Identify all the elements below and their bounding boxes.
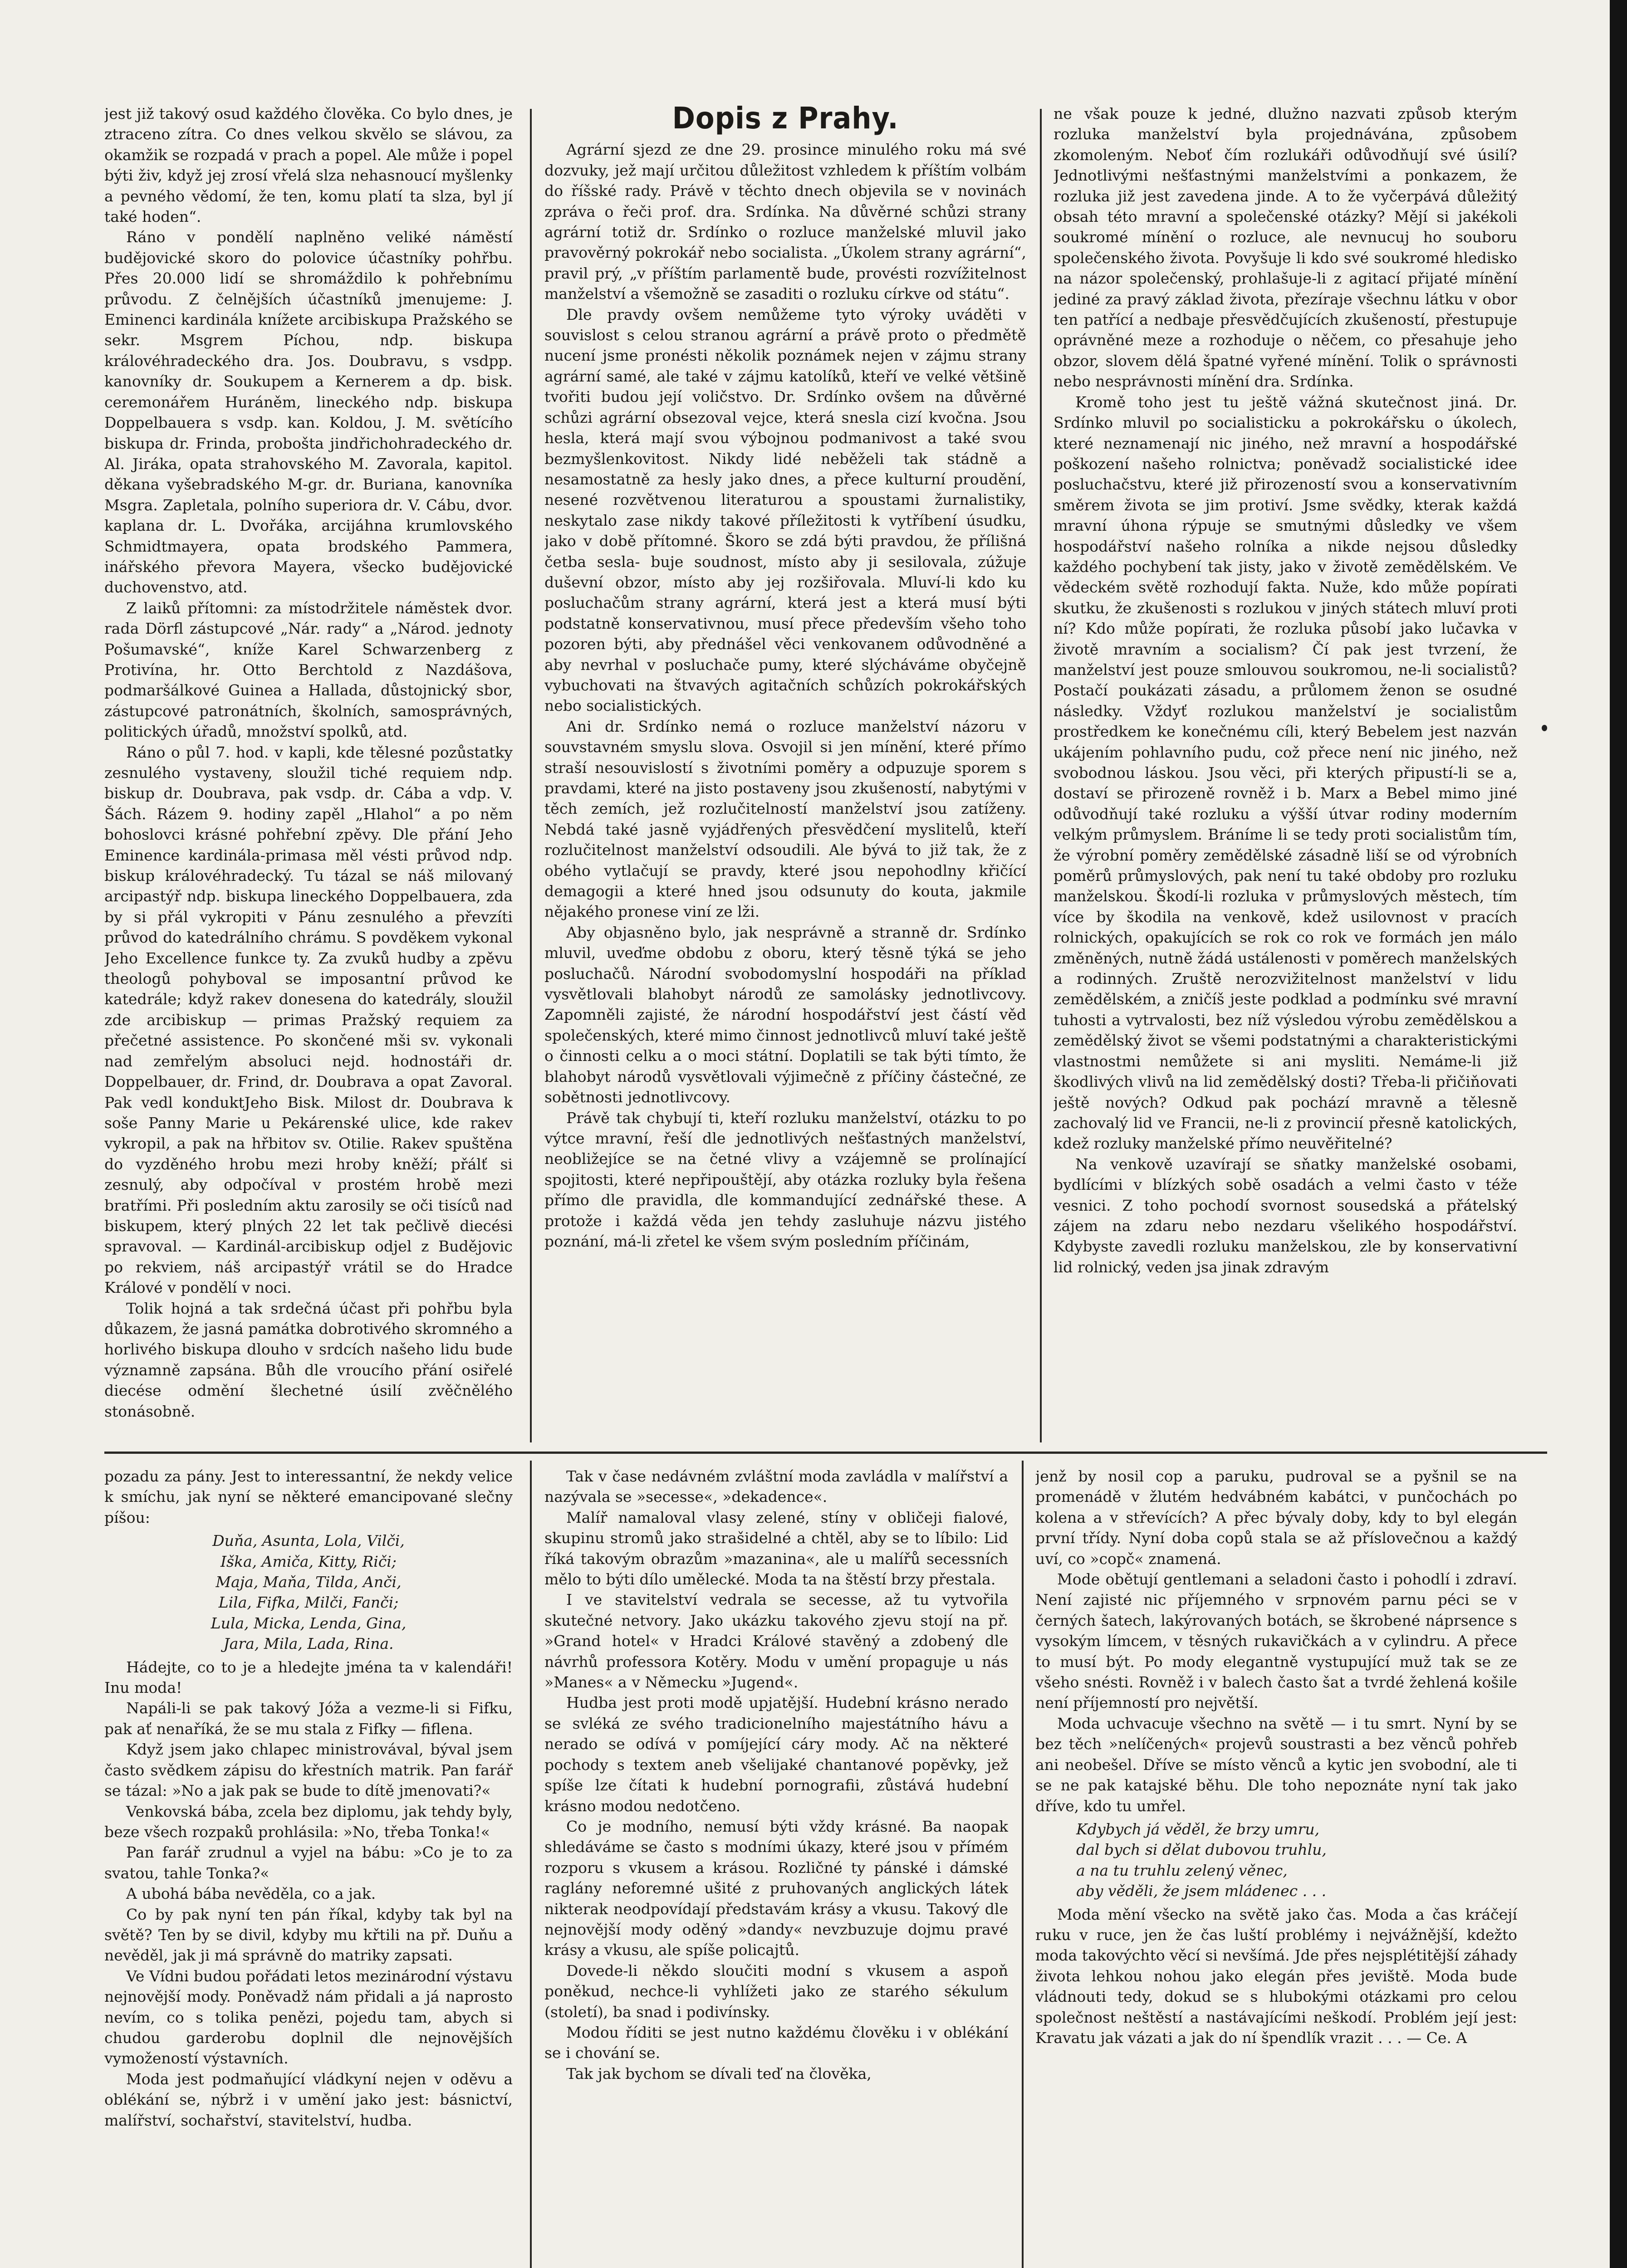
paragraph: Ani dr. Srdínko nemá o rozluce manželství názoru v souvstavném smyslu slova. Osvojil si jen mínění, které přímo straší nesouvislostí s životními poměry a odpuzuje sporem s pravdami, které na jisto postaveny jsou zkušeností, nabytými v těch zemích, jež rozlučitelností manželství jsou zatíženy. Nebdá také jasně vyjádřených přesvědčení myslitelů, kteří rozlučitelnost manželství odsoudili. Ale bývá to již tak, že z obého vytlačují se pravdy, které jsou nepohodlny křičící demagogii a které hned jsou odsunuty do kouta, jakmile nějakého pronese viní ze lži. <box>544 717 1026 921</box>
poem-verse <box>1076 1819 1517 1901</box>
paragraph: Mode obětují gentlemani a seladoni často i pohodlí i zdraví. Není zajisté nic příjemného v srpnovém parnu péci se v černých šatech, lakýrovaných botách, se škrobené náprsence s vysokým límcem, v těsných rukavičkách a v cylindru. A přece to musí být. Po mody elegantně vystupující muž tak se ze všeho snésti. Rovněž i v balech často šat a tvrdé žehlená košile není příjemností pro největší. <box>1035 1570 1517 1712</box>
paragraph: Aby objasněno bylo, jak nesprávně a stranně dr. Srdínko mluvil, uveďme obdobu z oboru, který těsně týká se jeho posluchačů. Národní svobodomyslní hospodáři na příklad vysvětlovali blahobyt národů ze samolásky jednotlivcovy. Zapomněli zajisté, že národní hospodářství jest částí věd společenských, které mimo činnost jednotlivců mluví také ještě o činnosti celku a o moci státní. Doplatili se tak býti tímto, že blahobyt národů vysvětlovali výjimečně z příčiny částečné, ze sobětnosti jednotlivcovy. <box>544 923 1026 1106</box>
section-divider <box>104 1452 1547 1454</box>
paragraph: Tolik hojná a tak srdečná účast při pohřbu byla důkazem, že jasná památka dobrotivého skromného a horlivého biskupa dlouho v srdcích našeho lidu bude významně zapsána. Bůh dle vroucího přání osiřelé diecése odmění šlechetné úsilí zvěčnělého stonásobně. <box>104 1299 513 1420</box>
top-column-1 <box>104 103 513 1446</box>
names-line: Lila, Fifka, Milči, Fanči; <box>218 1593 399 1612</box>
paragraph: Tak jak bychom se dívali teď na člověka, <box>566 2064 872 2082</box>
verse-line: Kdybych já věděl, že brzy umru, <box>1076 1820 1320 1838</box>
paragraph: jenž by nosil cop a paruku, pudroval se a pyšnil se na promenádě v žlutém hedvábném kabátci, v punčochách po kolena a v střevících? A přec bývaly doby, kdy to byl elegán první třídy. Nyní doba copů stala se až příslovečnou a každý uví, co »copč« znamená. <box>1035 1467 1517 1568</box>
paragraph: Právě tak chybují ti, kteří rozluku manželství, otázku to po výtce mravní, řeší dle jednotlivých nešťastných manželství, neobližejíce se na četné vlivy a vzájemně se prolínající spojitosti, které nepřipouštějí, aby otázka rozluky byla řešena přímo dle pravidla, dle kommandující zednářské these. A protože i každá věda jen tehdy zasluhuje názvu jistého poznání, má-li zřetel ke všem svým posledním příčinám, <box>544 1109 1026 1250</box>
top-column-2 <box>544 103 1026 1446</box>
verse-line: aby věděli, že jsem mládenec . . . <box>1076 1882 1327 1900</box>
paragraph: Co je modního, nemusí býti vždy krásné. Ba naopak shledáváme se často s modními úkazy, které jsou v přímém rozporu s vkusem a krásou. Rozličné ty pánské i dámské raglány neforemné ušité z pruhovaných anglických látek nikterak neodpovídají představám krásy a vkusu. Takový dle nejnovější mody oděný »dandy« nevzbuzuje dojmu pravé krásy a vkusu, ale spíše policajtů. <box>544 1817 1008 1959</box>
paragraph: Co by pak nyní ten pán říkal, kdyby tak byl na světě? Ten by se divil, kdyby mu křtili na př. Duňu a nevěděl, jak ji má správně do matriky zapsati. <box>104 1905 513 1965</box>
paragraph: Na venkově uzavírají se sňatky manželské osobami, bydlícími v blízkých sobě osadách a velmi často v téže vesnici. Z toho pochodí svornost sousedská a přátelský zájem na zdaru nebo nezdaru všelikého hospodářství. Kdybyste zavedli rozluku manželskou, zle by konservativní lid rolnický, veden jsa jinak zdravým <box>1054 1155 1517 1276</box>
names-list <box>104 1530 513 1654</box>
paragraph: Hudba jest proti modě upjatější. Hudební krásno nerado se svléká ze svého tradicionelního majestátního hávu a nerado se odívá v pomíjející cáry mody. Ač na některé pochody s textem aneb všelijaké chantanové popěvky, jež spíše lze čítati k hudební pornografii, zůstává hudební krásno modou nedotčeno. <box>544 1694 1008 1815</box>
names-line: Maja, Maňa, Tilda, Anči, <box>216 1573 402 1591</box>
paragraph: Hádejte, co to je a hledejte jména ta v kalendáři! Inu moda! <box>104 1658 513 1697</box>
paragraph: Kromě toho jest tu ještě vážná skutečnost jiná. Dr. Srdínko mluvil po socialisticku a pokrokářsku o úkolech, které neznamenají nic jiného, než mravní a hospodářské poškození našeho rolnictva; poněvadž socialistické idee posluchačstvu, které již přirozeností svou a konservativním směrem života se jim protiví. Jsme svědky, kterak každá mravní úhona rýpuje se smutnými důsledky ve všem hospodářství našeho rolníka a nikde nejsou důsledky každého pochybení tak jisty, jako v životě zemědělském. Ve vědeckém světě rozhodují fakta. Nuže, kdo může popírati skutku, že zkušenosti s rozlukou v jiných státech mluví proti ní? Kdo může popírati, že rozluka působí jako lučavka v životě mravním a socialism? Čí pak jest tvrzení, že manželství jest pouze smlouvou soukromou, ne-li socialistů? Postačí poukázati zásadu, a průlomem ženon se osudné následky. Vždyť rozlukou manželství je socialistům prostředkem ke konečnému cíli, který Bebelem jest nazván ukájením pohlavního pudu, což přece není nic jiného, než svobodnou láskou. Jsou věci, při kterých připustí-li se a, dostaví se přirozeně rovněž i b. Marx a Bebel mimo jiné odůvodňují také rozluku a výšší útvar rodiny moderním velkým průmyslem. Bráníme li se tedy proti socialistům tím, že výrobní poměry zemědělské zásadně liší se od výrobních poměrů průmyslových, pak není tu také obdoby pro rozluku manželskou. Škodí-li rozluka v průmyslových městech, tím více by škodila na venkově, kdež usilovnost v pracích rolnických, opakujících se rok co rok ve formách jen málo změněných, nutně žádá ustálenosti v poměrech manželských a rodinných. Zruště nerozvižitelnost manželství v lidu zemědělském, a zničíš jeste podklad a podmínku své mravní tuhosti a vytrvalosti, bez níž výsledou výrobu zemědělskou a zemědělský život se všemi podstatnými a charakteristickými vlastnostmi nemůžete si ani mysliti. Nemáme-li již škodlivých vlivů na lid zemědělský dosti? Třeba-li přičiňovati ještě nových? Odkud pak pochází mravně a tělesně zachovalý lid ve Francii, ne-li z provincií přesně katolických, kdež rozluky manželské přímo neuvěřitelné? <box>1054 393 1517 1153</box>
scan-page-edge <box>1610 0 1627 2268</box>
paragraph: Moda uchvacuje všechno na světě — i tu smrt. Nyní by se bez těch »nelíčených« projevů soustrasti a bez věnců pohřeb ani neobešel. Dříve se místo věnců a kytic jen svobodní, ale ti se ne pak katajské běhu. Dle toho nepoznáte nyní tak jako dříve, kdo tu umřel. <box>1035 1714 1517 1815</box>
paragraph: Dle pravdy ovšem nemůžeme tyto výroky uváděti v souvislost s celou stranou agrární a právě proto o předmětě nucení jsme pronésti několik poznámek nejen v zájmu strany agrární samé, ale také v zájmu katolíků, kteří ve velké většině tvořiti budou její voličstvo. Dr. Srdínko ovšem na důvěrné schůzi agrární obsezoval vejce, která snesla cizí kvočna. Jsou hesla, která mají svou výbojnou podmanivost a také svou bezmyšlenkovitost. Nikdy lidé neběželi tak stádně a nesamostatně za hesly jako dnes, a přece kulturní proudění, nesené rozvětvenou literaturou a spoustami žurnalistiky, neskytalo zase nikdy takové příležitosti k vytříbení úsudku, jako v době přítomné. Škoro se zdá býti pravdou, že přílišná četba sesla- buje soudnost, místo aby ji sesilovala, zúžuje duševní obzor, místo aby jej rozšiřovala. Mluví-li kdo ku posluchačům strany agrární, která jest a která musí býti podstatně konservativnou, musí přece především všeho toho pozoren býti, aby přednášel věci venkovanem odůvodněné a aby nevrhal v posluchače pumy, které slýcháváme obyčejně vybuchovati na štvavých agitačních schůzích pokrokářských nebo socialistických. <box>544 305 1026 715</box>
paragraph: Ráno o půl 7. hod. v kapli, kde tělesné pozůstatky zesnulého vystaveny, sloužil tiché requiem ndp. biskup dr. Doubrava, pak vsdp. dr. Cába a vdp. V. Šách. Rázem 9. hodiny zapěl „Hlahol“ a po něm bohoslovci krásné pohřební zpěvy. Dle přání Jeho Eminence kardinála-primasa měl vésti průvod ndp. biskup královéhradecký. Tu tázal se náš milovaný arcipastýř ndp. biskupa lineckého Doppelbauera, zda by si přál vykropiti v Pánu zesnulého a převzíti průvod do katedrálního chrámu. S povděkem vykonal Jeho Excellence funkce ty. Za zvuků hudby a zpěvu theologů pohyboval se imposantní průvod ke katedrále; když rakev donesena do katedrály, sloužil zde arcibiskup — primas Pražský requiem za přečetné assistence. Po skončené mši sv. vykonali nad zemřelým absoluci nejd. hodnostáři dr. Doppelbauer, dr. Frind, dr. Doubrava a opat Zavoral. Pak vedl konduktJeho Bisk. Milost dr. Doubrava k soše Panny Marie u Pekárenské ulice, kde rakev vykropil, a pak na hřbitov sv. Otilie. Rakev spuštěna do vyzděného hrobu mezi hroby kněží; přálť si zesnulý, aby odpočíval v prostém hrobě mezi bratřími. Při posledním aktu zarosily se oči tisíců nad biskupem, který plných 22 let tak pečlivě diecési spravoval. — Kardinál-arcibiskup odjel z Budějovic po rekviem, náš arcipastýř vrátil se do Hradce Králové v pondělí v noci. <box>104 743 513 1297</box>
paragraph: Ráno v pondělí naplněno veliké náměstí budějovické skoro do polovice účastníky pohřbu. Přes 20.000 lidí se shromáždilo k pohřebnímu průvodu. Z čelnějších účastníků jmenujeme: J. Eminenci kardinála knížete arcibiskupa Pražského se sekr. Msgrem Píchou, ndp. biskupa královéhradeckého dra. Jos. Doubravu, s vsdpp. kanovníky dr. Soukupem a Kernerem a dp. bisk. ceremonářem Huráněm, lineckého ndp. biskupa Doppelbauera s vsdp. kan. Koldou, J. M. světícího biskupa dr. Frinda, probošta jindřichohradeckého dr. Al. Jiráka, opata strahovského M. Zavorala, kapitol. děkana vyšebradského M-gr. dr. Buriana, kanovníka Msgra. Zapletala, polního superiora dr. V. Cábu, dvor. kaplana dr. L. Dvořáka, arcijáhna krumlovského Schmidtmayera, opata brodského Pammera, inářského převora Mayera, všecko budějovické duchovenstvo, atd. <box>104 228 513 596</box>
paragraph: Moda mění všecko na světě jako čas. Moda a čas kráčejí ruku v ruce, jen že čas luští problémy i nejvážnější, kdežto moda takovýchto věcí si nevšímá. Jde přes nejsplétitější záhady života lehkou nohou jako elegán přes jeviště. Moda bude vládnouti tedy, dokud se s hlubokými otázkami pro celou společnost neštěstí a nastávajícími neškodí. Problém její jest: Kravatu jak vázati a jak do ní špendlík vrazit . . . — Ce. A <box>1035 1905 1517 2047</box>
paragraph: ne však pouze k jedné, dlužno nazvati způsob kterým rozluka manželství byla projednávána, způsobem zkomoleným. Neboť čím rozlukáři odůvodňují své úsilí? Jednotlivými nešťastnými manželstvími a ponkazem, že rozluka již jest zavedena jinde. A to že vyčerpává důležitý obsah této mravní a společenské otázky? Mějí si jakékoli soukromé mínění o rozluce, ale nevnucuj ho souboru společenského života. Povyšuje li kdo své soukromé hledisko na názor společenský, prohlašuje-li z agitací přijaté mínění jediné za pravý základ života, přezíraje všechnu látku v obor ten patřící a nedbaje přesvědčujících zkušeností, přestupuje oprávněné meze a rozhoduje o něčem, co přesahuje jeho obzor, slovem dělá špatné vyřené mínění. Tolik o správnosti nebo nesprávnosti mínění dra. Srdínka. <box>1054 105 1517 391</box>
paragraph: I ve stavitelství vedrala se secesse, až tu vytvořila skutečné netvory. Jako ukázku takového zjevu stojí na př. »Grand hotel« v Hradci Králové stavěný a zdobený dle návrhů professora Kotěry. Modu v umění propaguje u nás »Manes« a v Německu »Jugend«. <box>544 1591 1008 1691</box>
bottom-column-3 <box>1035 1466 1517 2268</box>
bottom-column-1 <box>104 1466 513 2268</box>
column-rule-top-right <box>1040 109 1042 1442</box>
paragraph: Venkovská bába, zcela bez diplomu, jak tehdy byly, beze všech rozpaků prohlásila: »No, třeba Tonka!« <box>104 1802 513 1841</box>
column-rule-top-left <box>530 109 532 1442</box>
paragraph: Malíř namaloval vlasy zelené, stíny v obličeji fialové, skupinu stromů jako strašidelné a chtěl, aby se to líbilo: Lid říká takovým obrazům »mazanina«, ale u malířů secessních mělo to býti dílo umělecké. Moda ta na štěstí brzy přestala. <box>544 1508 1008 1589</box>
paragraph: A ubohá bába nevěděla, co a jak. <box>126 1885 376 1903</box>
paragraph: Z laiků přítomni: za místodržitele náměstek dvor. rada Dörfl zástupcové „Nár. rady“ a „Národ. jednoty Pošumavské“, kníže Karel Schwarzenberg z Protivína, hr. Otto Berchtold z Nazdášova, podmaršálkové Guinea a Hallada, důstojnický sbor, zástupcové patronátních, školních, samosprávných, politických úřadů, množství spolků, atd. <box>104 599 513 741</box>
bottom-column-2 <box>544 1466 1008 2268</box>
verse-line: a na tu truhlu zelený věnec, <box>1076 1861 1288 1879</box>
paragraph: Modou říditi se jest nutno každému člověku i v oblékání se i chování se. <box>544 2023 1008 2062</box>
names-line: Lula, Micka, Lenda, Gina, <box>211 1614 407 1632</box>
column-rule-bottom-right <box>1022 1461 1024 2268</box>
column-rule-bottom-left <box>530 1461 532 2268</box>
paragraph: Pan farář zrudnul a vyjel na bábu: »Co je to za svatou, tahle Tonka?« <box>104 1843 513 1882</box>
paragraph: Moda jest podmaňující vládkyní nejen v oděvu a oblékání se, nýbrž i v umění jako jest: básnictví, malířství, sochařství, stavitelství, hudba. <box>104 2070 513 2129</box>
paragraph: pozadu za pány. Jest to interessantní, že nekdy velice k smíchu, jak nyní se některé emancipované slečny píšou: <box>104 1467 513 1526</box>
verse-line: dal bych si dělat dubovou truhlu, <box>1076 1841 1327 1859</box>
paragraph: Když jsem jako chlapec ministrovával, býval jsem často svědkem zápisu do křestních matrik. Pan farář se tázal: »No a jak pak se bude to dítě jmenovati?« <box>104 1740 513 1800</box>
names-line: Iška, Amiča, Kitty, Riči; <box>221 1552 397 1570</box>
paragraph: Dovede-li někdo sloučiti modní s vkusem a aspoň poněkud, nechce-li vyhlížeti jako ze starého sékulum (století), ba snad i podivínsky. <box>544 1961 1008 2021</box>
paragraph: Ve Vídni budou pořádati letos mezinárodní výstavu nejnovější mody. Poněvadž nám přidali a já naprosto nevím, co s tolika penězi, pojedu tam, abych si chudou garderobu doplnil dle nejnovějších vymožeností výstavních. <box>104 1967 513 2068</box>
paragraph: Napáli-li se pak takový Jóža a vezme-li si Fifku, pak ať nenaříká, že se mu stala z Fifky — fiflena. <box>104 1699 513 1738</box>
names-line: Duňa, Asunta, Lola, Vilči, <box>212 1532 405 1550</box>
top-column-3 <box>1054 103 1517 1446</box>
paragraph: Agrární sjezd ze dne 29. prosince minulého roku má své dozvuky, jež mají určitou důležitost vzhledem k příštím volbám do říšské rady. Právě v těchto dnech objevila se v novinách zpráva o řeči prof. dra. Srdínka. Na důvěrné schůzi strany agrární totiž dr. Srdínko o rozluce manželské mluvil jako pravověrný pokrokář nebo socialista. „Úkolem strany agrární“, pravil prý, „v příštím parlamentě bude, provésti rozvížitelnost manželství a všemožně se zasaditi o rozluku církve od státu“. <box>544 141 1026 303</box>
article-title: Dopis z Prahy. <box>672 103 899 136</box>
ink-speck <box>1542 725 1547 731</box>
paragraph: jest již takový osud každého člověka. Co bylo dnes, je ztraceno zítra. Co dnes velkou skvělo se slávou, za okamžik se rozpadá v prach a popel. Ale může i popel býti živ, když jej zrosí vřelá slza nehasnoucí myšlenky a pevného vědomí, že ten, komu platí ta slza, byl jí také hoden“. <box>104 105 513 226</box>
paragraph: Tak v čase nedávném zvláštní moda zavládla v malířství a nazývala se »secesse«, »dekadence«. <box>544 1467 1008 1506</box>
names-line: Jara, Mila, Lada, Rina. <box>223 1635 394 1653</box>
